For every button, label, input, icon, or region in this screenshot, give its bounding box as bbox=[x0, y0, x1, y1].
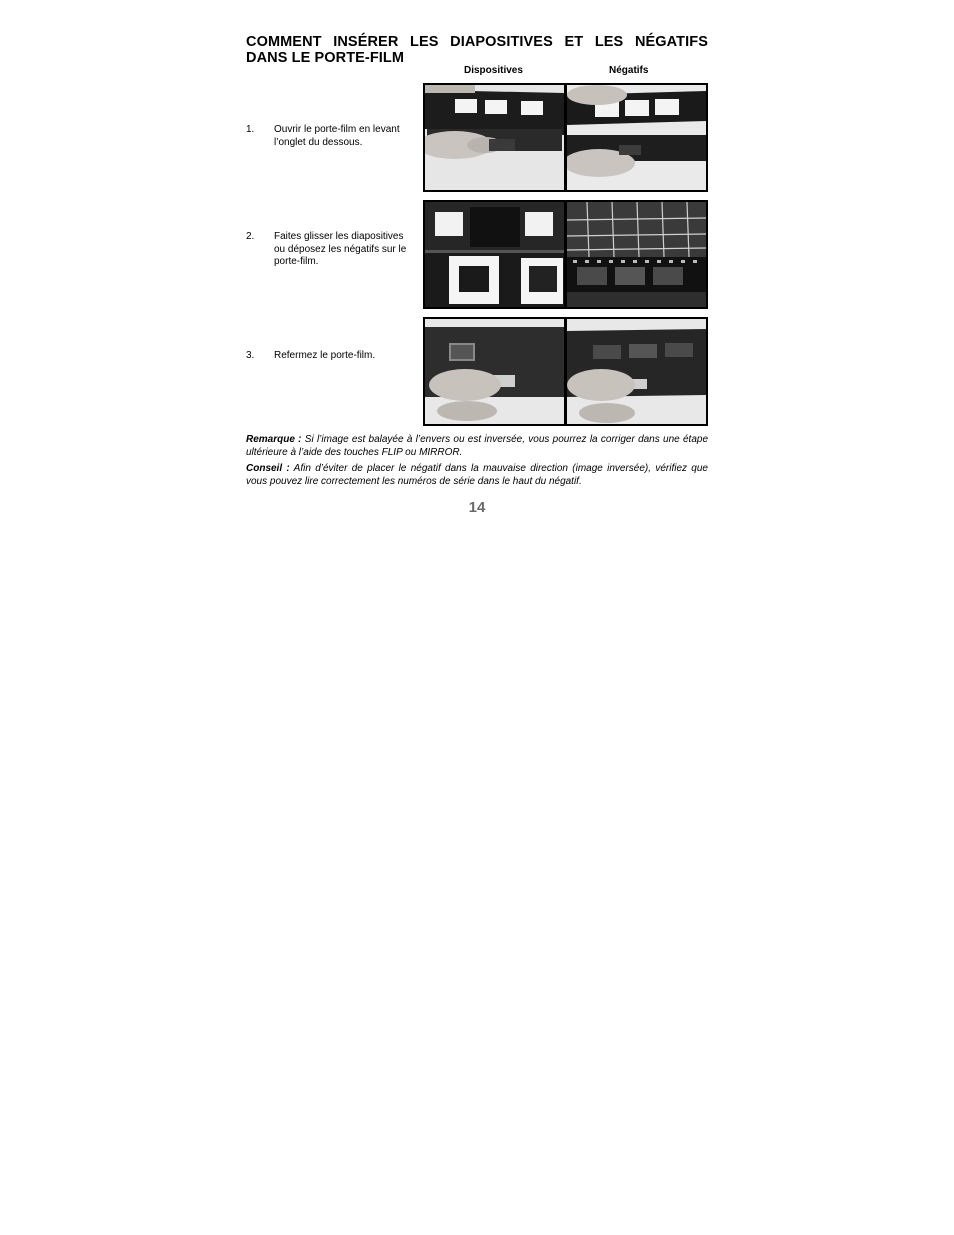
note-label: Remarque : bbox=[246, 434, 302, 445]
step-text: Ouvrir le porte-film en levant l’onglet du dessous. bbox=[274, 124, 400, 148]
column-header-slides: Dispositives bbox=[464, 65, 523, 76]
photo-slides-closed-holder bbox=[425, 319, 564, 424]
note-conseil bbox=[246, 463, 708, 488]
photo-slides-inserted bbox=[425, 202, 564, 307]
note-label: Conseil : bbox=[246, 463, 290, 474]
photo-negatives-inserted bbox=[567, 202, 706, 307]
step-3-photos bbox=[423, 317, 708, 426]
step-number: 1. bbox=[246, 124, 255, 135]
column-header-negatives: Négatifs bbox=[609, 65, 649, 76]
photo-negatives-open-holder bbox=[567, 85, 706, 190]
note-remarque bbox=[246, 434, 708, 459]
step-text: Refermez le porte-film. bbox=[274, 350, 376, 361]
photo-slides-open-holder bbox=[425, 85, 564, 190]
step-number: 3. bbox=[246, 350, 255, 361]
page-number: 14 bbox=[468, 499, 486, 516]
photo-negatives-closed-holder bbox=[567, 319, 706, 424]
step-1-photos bbox=[423, 83, 708, 192]
step-text: Faites glisser les diapositives ou déposez les négatifs sur le porte-film. bbox=[274, 231, 407, 267]
step-2-photos bbox=[423, 200, 708, 309]
note-text: Si l’image est balayée à l’envers ou est inversée, vous pourrez la corriger dans une étape ultérieure à l’aide des touches FLIP ou MIRROR. bbox=[246, 434, 709, 458]
step-number: 2. bbox=[246, 231, 255, 242]
note-text: Afin d’éviter de placer le négatif dans la mauvaise direction (image inversée), vérifiez que vous pouvez lire correctement les numéros de série dans le haut du négatif. bbox=[246, 463, 708, 487]
page-title: COMMENT INSÉRER LES DIAPOSITIVES ET LES NÉGATIFS DANS LE PORTE-FILM bbox=[246, 34, 708, 66]
